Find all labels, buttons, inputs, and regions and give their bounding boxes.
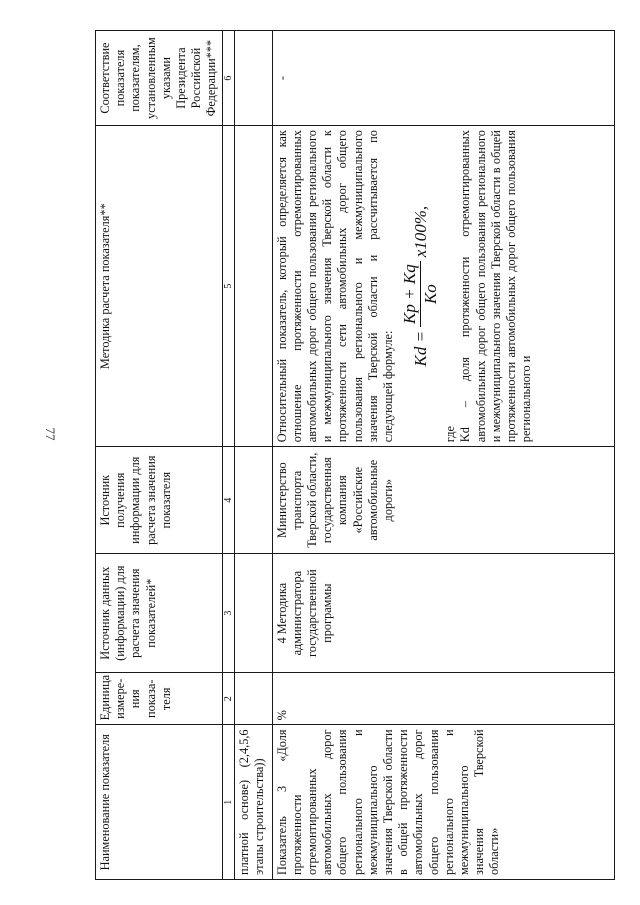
empty-cell (234, 673, 272, 725)
column-number: 5 (222, 126, 234, 447)
formula-numerator: Kp + Kq (400, 261, 421, 327)
unit-cell: % (272, 673, 614, 725)
indicators-table (95, 30, 615, 880)
column-number: 4 (222, 447, 234, 554)
table-row (272, 31, 614, 880)
empty-cell (234, 447, 272, 554)
table-row (234, 31, 272, 880)
data-source-cell: 4 Методика администратора государственной программы (272, 554, 614, 673)
indicator-name-cell: платной основе) (2,4,5,6 этапы строительства)) (234, 725, 272, 880)
column-number: 6 (222, 31, 234, 126)
empty-cell (234, 554, 272, 673)
method-intro: Относительный показатель, который определяется как отношение протяженности отремонтированных автомобильных дорог общего пользования регионального и межмуниципального значения Тверской области к протяженности сети автомобильных дорог общего пользования регионального и межмуниципального значения Тверской области и рассчитывается по следующей формуле: (274, 130, 396, 443)
indicator-name-cell: Показатель 3 «Доля протяженности отремонтированных автомобильных дорог общего пользования регионального и межмуниципального значения Тверской области в общей протяженности автомобильных дорог общего пользования регионального и межмуниципального значения Тверской области» (272, 725, 614, 880)
formula-fraction (400, 261, 441, 327)
method-where: где (443, 426, 458, 443)
header-indicator-name: Наименование показателя (96, 725, 223, 880)
header-method: Методика расчета показателя** (96, 126, 223, 447)
formula-denominator: Ko (421, 284, 441, 305)
formula-lhs: Kd = (410, 330, 430, 367)
method-definitions: Kd – доля протяженности отремонтированных автомобильных дорог общего пользования регионального и межмуниципального значения Тверской области в общей протяженности автомобильных дорог общего пользования регионального и (458, 130, 534, 443)
header-data-source: Источник данных (информации) для расчета значения показателей* (96, 554, 223, 673)
header-unit: Единица измере-ния показа-теля (96, 673, 223, 725)
column-number: 2 (222, 673, 234, 725)
method-cell (272, 126, 614, 447)
header-info-source: Источник получения информации для расчета значения показателя (96, 447, 223, 554)
header-row (96, 31, 223, 880)
header-compliance: Соответствие показателя показателям, установленным указами Президента Российской Федерации*** (96, 31, 223, 126)
formula (400, 130, 441, 442)
empty-cell (234, 126, 272, 447)
info-source-cell: Министерство транспорта Тверской области, государственная компания «Российские автомобильные дороги» (272, 447, 614, 554)
formula-tail: x100%, (410, 205, 430, 258)
column-number-row (222, 31, 234, 880)
column-number: 3 (222, 554, 234, 673)
page-number: 77 (43, 427, 58, 441)
compliance-cell: - (272, 31, 614, 126)
rotated-table-container (95, 30, 615, 880)
empty-cell (234, 31, 272, 126)
column-number: 1 (222, 725, 234, 880)
